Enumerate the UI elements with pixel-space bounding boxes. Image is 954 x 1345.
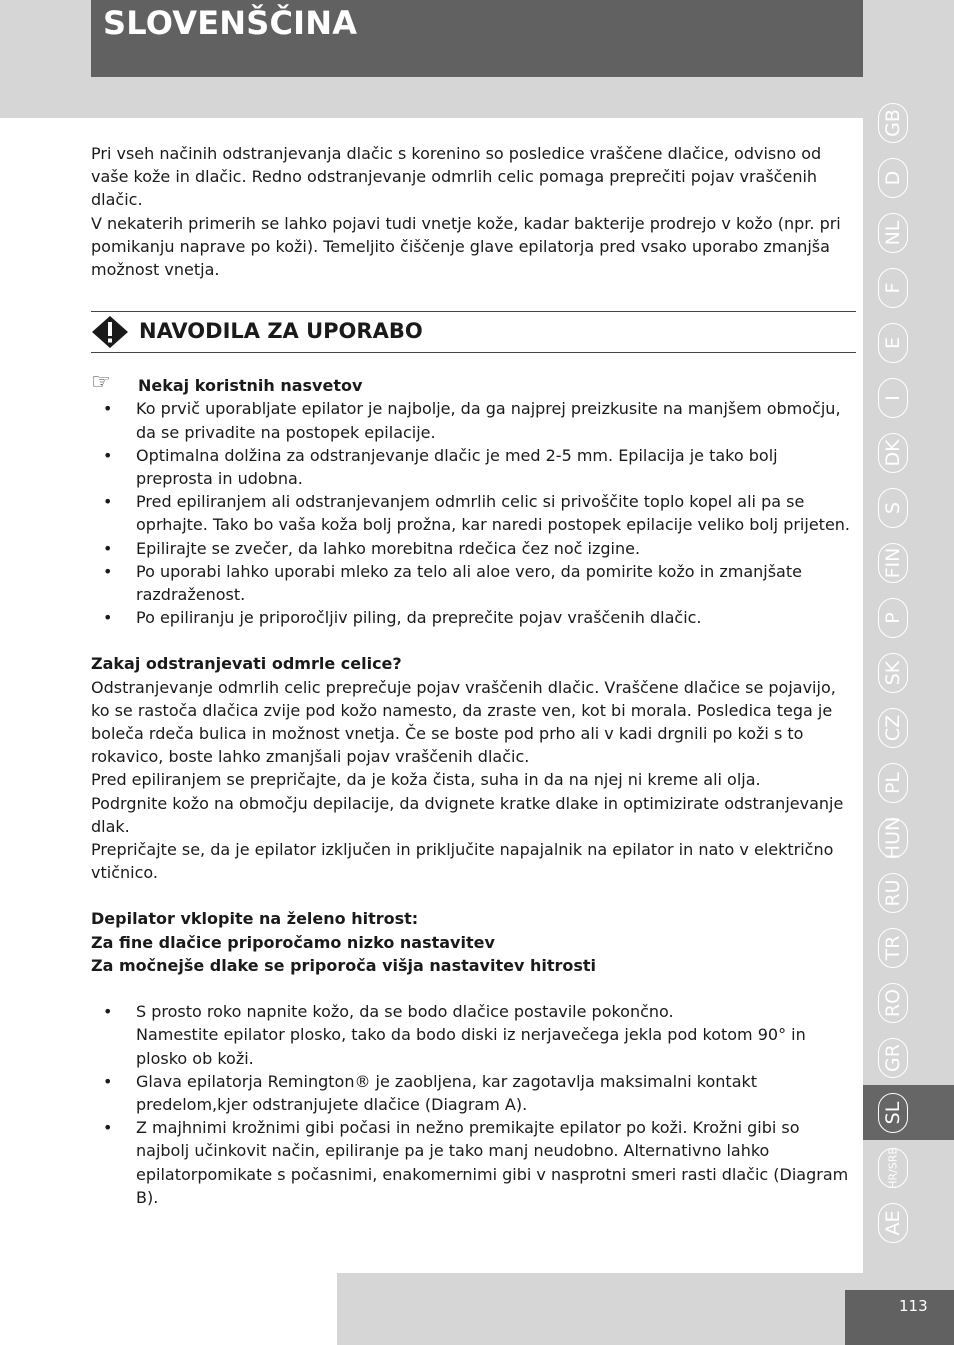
language-tab-hr-srb[interactable] xyxy=(863,1140,954,1195)
language-tab-fin[interactable] xyxy=(863,535,954,590)
list-item-text: Po uporabi lahko uporabi mleko za telo ali aloe vero, da pomirite kožo in zmanjšate razdraženost. xyxy=(136,561,802,605)
list-item xyxy=(91,397,856,443)
section-title: NAVODILA ZA UPORABO xyxy=(139,319,423,344)
list-item xyxy=(91,490,856,536)
page-area-bottom xyxy=(0,1273,337,1345)
title-bar xyxy=(91,0,863,77)
language-tab-label: D xyxy=(882,170,904,186)
language-tab-label: RU xyxy=(882,879,904,907)
language-tab-label: I xyxy=(882,395,904,401)
language-tab-ae[interactable] xyxy=(863,1195,954,1250)
language-tab-label: TR xyxy=(882,935,904,961)
list-item xyxy=(91,537,856,560)
why-paragraph: Odstranjevanje odmrlih celic preprečuje pojav vraščenih dlačic. Vraščene dlačice se pojavijo, ko se rastoča dlačica zvije pod kožo namesto, da zraste ven, kot bi morala. Posledica tega je boleča rdeča bulica in možnost vnetja. Če se boste pod prho ali v kadi drgnili po koži s to rokavico, boste lahko zmanjšali pojav vraščenih dlačic. xyxy=(91,677,836,767)
intro-paragraph: V nekaterih primerih se lahko pojavi tudi vnetje kože, kadar bakterije prodrejo v kožo (npr. pri pomikanju naprave po koži). Temeljito čiščenje glave epilatorja pred vsako uporabo zmanjša možnost vnetja. xyxy=(91,213,841,280)
language-tab-d[interactable] xyxy=(863,150,954,205)
speed-line: Depilator vklopite na želeno hitrost: xyxy=(91,909,419,929)
language-tab-sk[interactable] xyxy=(863,645,954,700)
list-item xyxy=(91,1000,856,1070)
bullet: • xyxy=(103,538,113,558)
tips-heading: Nekaj koristnih nasvetov xyxy=(138,376,363,396)
language-tab-nl[interactable] xyxy=(863,205,954,260)
language-tab-cz[interactable] xyxy=(863,700,954,755)
language-tab-label: CZ xyxy=(882,714,904,742)
list-item-text: Epilirajte se zvečer, da lahko morebitna rdečica čez noč izgine. xyxy=(136,538,641,558)
language-tab-label: S xyxy=(882,501,904,515)
list-item xyxy=(91,606,856,629)
why-paragraph: Prepričajte se, da je epilator izključen in priključite napajalnik na epilator in nato v električno vtičnico. xyxy=(91,840,834,883)
language-tab-f[interactable] xyxy=(863,260,954,315)
language-tab-label: E xyxy=(882,336,904,350)
why-paragraph: Podrgnite kožo na območju depilacije, da dvignete kratke dlake in optimizirate odstranjevanje dlak. xyxy=(91,793,844,836)
language-tab-gr[interactable] xyxy=(863,1030,954,1085)
bullet: • xyxy=(103,445,113,465)
tips-heading-row xyxy=(91,370,856,397)
bullet: • xyxy=(103,608,113,628)
list-item-text: Po epiliranju je priporočljiv piling, da preprečite pojav vraščenih dlačic. xyxy=(136,608,702,628)
language-tab-label: AE xyxy=(882,1210,904,1236)
bullet: • xyxy=(103,1071,113,1091)
language-tab-pl[interactable] xyxy=(863,755,954,810)
language-tab-label: SK xyxy=(882,660,904,686)
list-item xyxy=(91,444,856,490)
language-tab-label: HR/SRB xyxy=(886,1147,900,1189)
pointing-hand-icon: ☞ xyxy=(91,370,111,396)
language-tab-label: F xyxy=(882,282,904,294)
list-item xyxy=(91,560,856,606)
bullet: • xyxy=(103,492,113,512)
why-paragraph: Pred epiliranjem se prepričajte, da je koža čista, suha in da na njej ni kreme ali olja. xyxy=(91,770,761,790)
language-tab-label: RO xyxy=(882,988,904,1018)
language-tab-label: GR xyxy=(882,1044,904,1072)
list-item-text: S prosto roko napnite kožo, da se bodo dlačice postavile pokončno. Namestite epilator plosko, tako da bodo diski iz nerjavečega jekla pod kotom 90° in plosko ob koži. xyxy=(136,1002,806,1068)
steps-list xyxy=(91,1000,856,1209)
language-tab-label: P xyxy=(882,612,904,624)
language-tab-sl[interactable] xyxy=(863,1085,954,1140)
page-title: SLOVENŠČINA xyxy=(103,4,358,42)
list-item-text: Pred epiliranjem ali odstranjevanjem odmrlih celic si privoščite toplo kopel ali pa se oprhajte. Tako bo vaša koža bolj prožna, kar naredi postopek epilacije veliko bolj prijeten. xyxy=(136,492,851,535)
list-item-text: Ko prvič uporabljate epilator je najbolje, da ga najprej preizkusite na manjšem območju, da se privadite na postopek epilacije. xyxy=(136,399,841,442)
language-tab-label: SL xyxy=(882,1101,904,1125)
bullet: • xyxy=(103,1118,113,1138)
list-item xyxy=(91,1070,856,1116)
bullet: • xyxy=(103,561,113,581)
speed-line: Za fine dlačice priporočamo nizko nastavitev xyxy=(91,932,495,952)
language-tab-label: GB xyxy=(882,109,904,137)
language-tab-label: HUN xyxy=(882,816,904,860)
page-number-box xyxy=(845,1290,954,1345)
language-tab-label: PL xyxy=(882,771,904,795)
main-content xyxy=(91,142,856,1209)
list-item-text: Z majhnimi krožnimi gibi počasi in nežno premikajte epilator po koži. Krožni gibi so najbolj učinkovit način, epiliranje pa je tako manj neudobno. Alternativno lahko epilatorpomikate s počasnimi, enakomernimi gibi v nasprotni smeri rasti dlačic (Diagram B). xyxy=(136,1118,849,1207)
intro-paragraph: Pri vseh načinih odstranjevanja dlačic s korenino so posledice vraščene dlačice, odvisno od vaše kože in dlačic. Redno odstranjevanje odmrlih celic pomaga preprečiti pojav vraščenih dlačic. xyxy=(91,144,822,210)
bullet: • xyxy=(103,1002,113,1022)
language-tab-p[interactable] xyxy=(863,590,954,645)
language-tab-label: FIN xyxy=(882,547,904,579)
language-tab-gb[interactable] xyxy=(863,95,954,150)
list-item xyxy=(91,1116,856,1209)
warning-exclamation-icon xyxy=(92,316,128,348)
language-tab-label: NL xyxy=(882,220,904,246)
language-sidebar xyxy=(863,95,954,1250)
bullet: • xyxy=(103,399,113,419)
language-tab-ru[interactable] xyxy=(863,865,954,920)
list-item-text: Glava epilatorja Remington® je zaobljena, kar zagotavlja maksimalni kontakt predelom,kjer odstranjujete dlačice (Diagram A). xyxy=(136,1071,758,1114)
section-header xyxy=(91,311,856,353)
language-tab-s[interactable] xyxy=(863,480,954,535)
why-heading: Zakaj odstranjevati odmrle celice? xyxy=(91,654,402,674)
language-tab-e[interactable] xyxy=(863,315,954,370)
list-item-text: Optimalna dolžina za odstranjevanje dlačic je med 2-5 mm. Epilacija je tako bolj preprosta in udobna. xyxy=(136,445,778,489)
language-tab-label: DK xyxy=(882,439,904,467)
language-tab-ro[interactable] xyxy=(863,975,954,1030)
language-tab-dk[interactable] xyxy=(863,425,954,480)
language-tab-i[interactable] xyxy=(863,370,954,425)
language-tab-tr[interactable] xyxy=(863,920,954,975)
tips-list xyxy=(91,397,856,629)
language-tab-hun[interactable] xyxy=(863,810,954,865)
speed-line: Za močnejše dlake se priporoča višja nastavitev hitrosti xyxy=(91,955,597,975)
page-number: 113 xyxy=(899,1297,928,1315)
